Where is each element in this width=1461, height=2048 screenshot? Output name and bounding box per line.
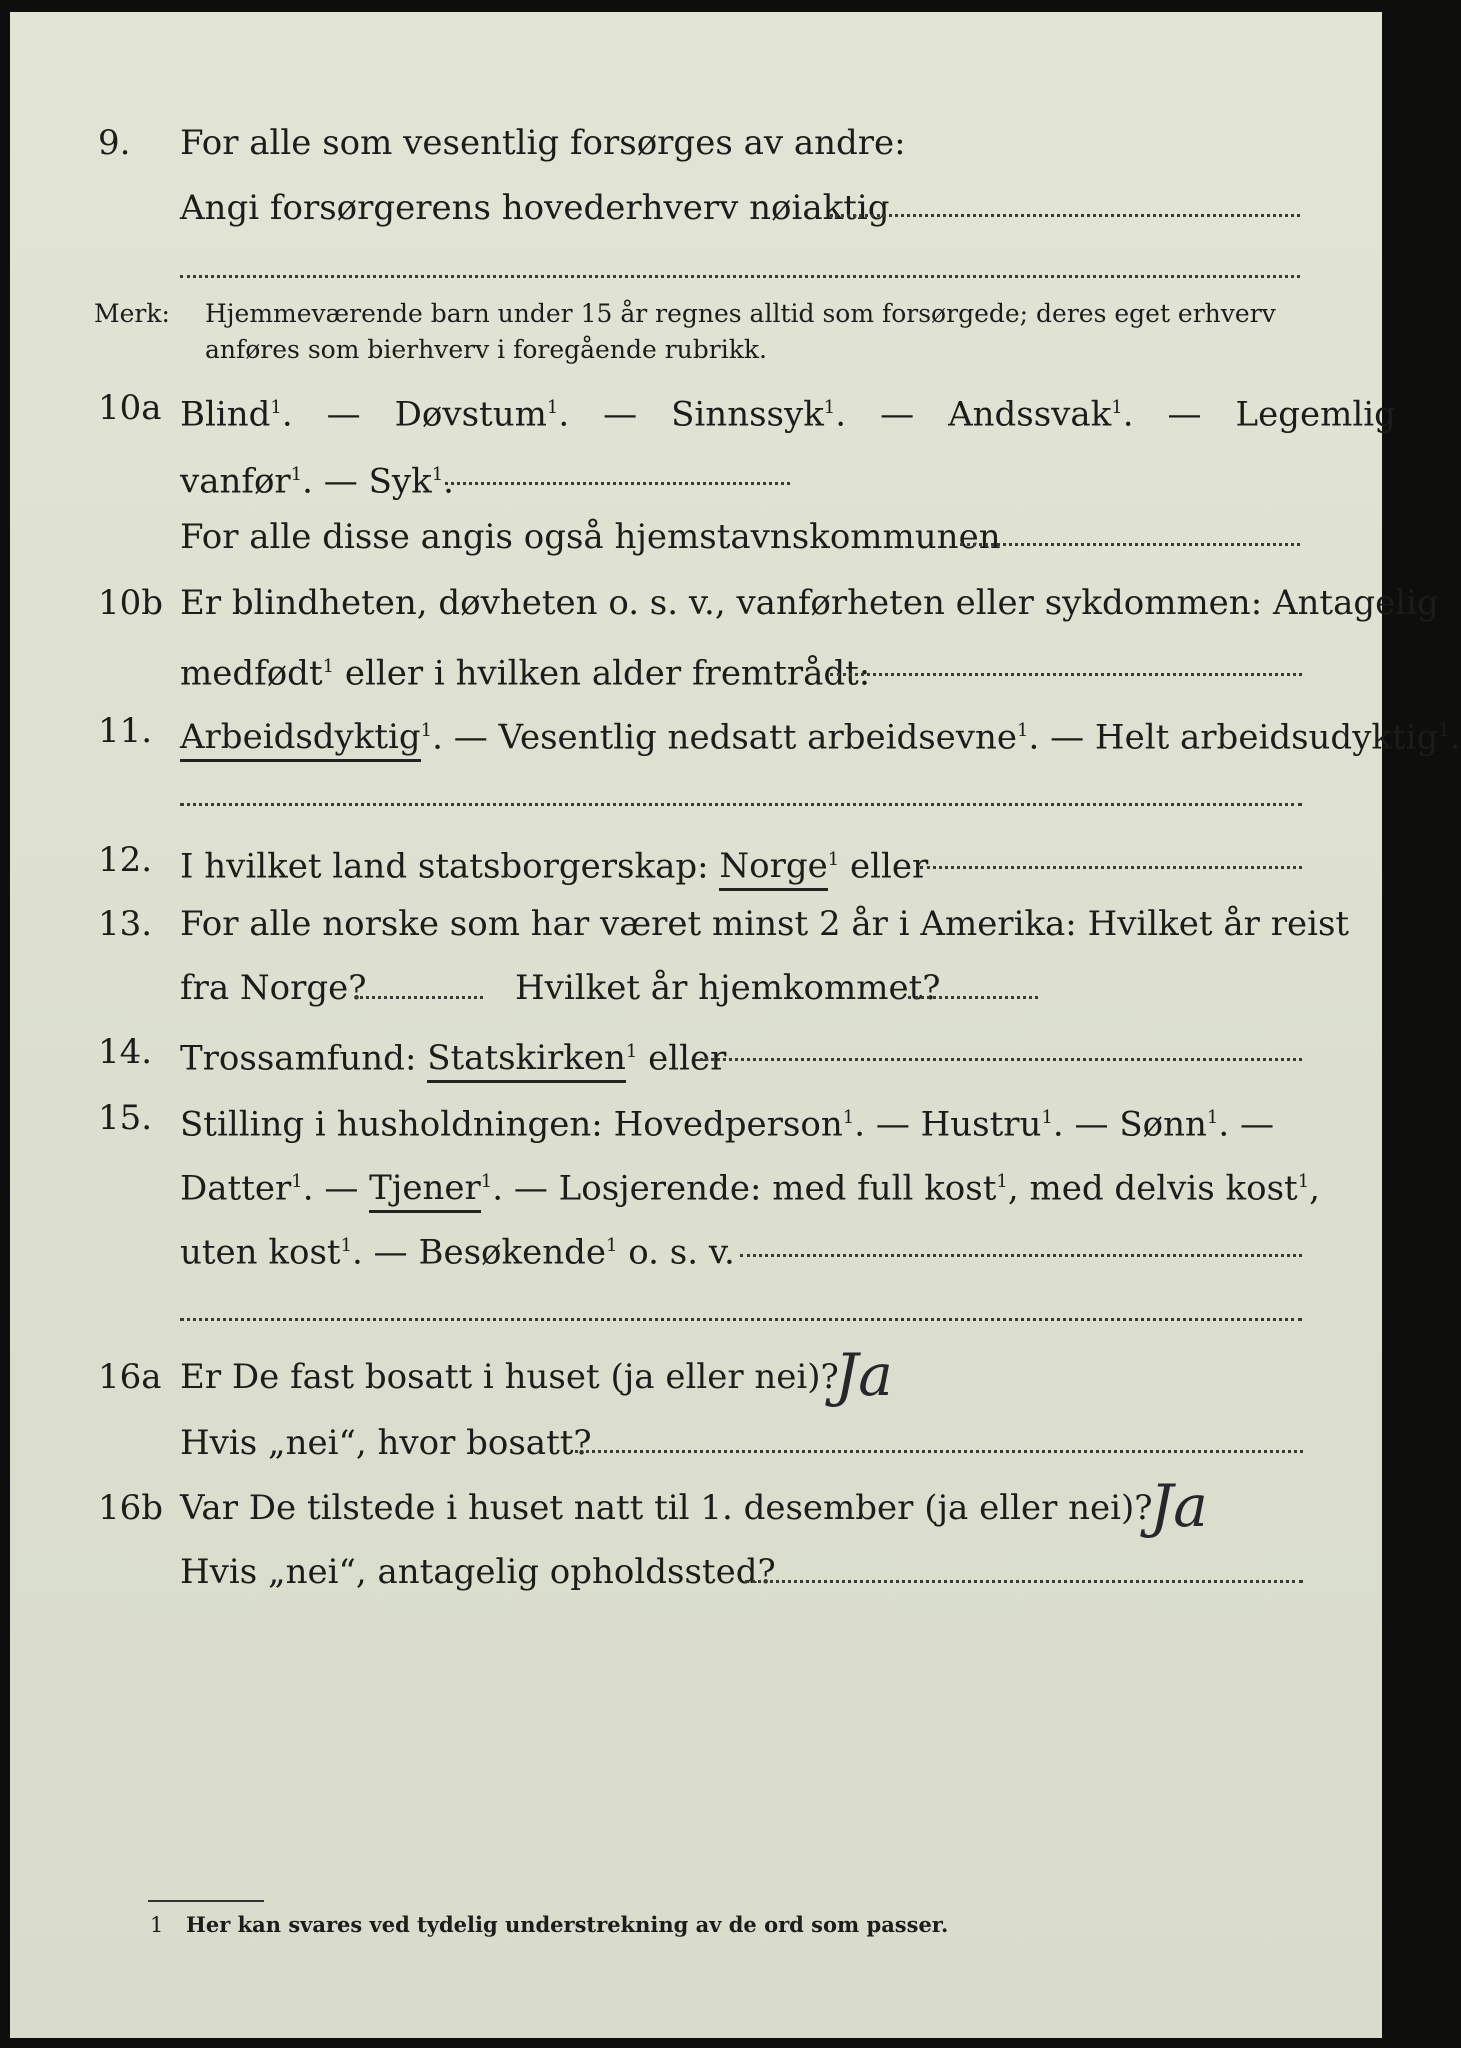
opt-medfodt[interactable]: medfødt [180, 653, 323, 694]
opt-statskirken[interactable]: Statskirken [427, 1038, 626, 1083]
q16b-question: Var De tilstede i huset natt til 1. desember (ja eller nei)? [180, 1488, 1153, 1528]
q16a-line1 [0, 1352, 1395, 1402]
q11-extra-field[interactable] [180, 803, 1302, 806]
opt-legemlig[interactable]: Legemlig [1235, 394, 1396, 435]
q16a-line2 [0, 1418, 1395, 1468]
q10a-number: 10a [98, 388, 162, 428]
q13-text1: For alle norske som har været minst 2 år i Amerika: Hvilket år reist [180, 904, 1350, 944]
opt-vanfor[interactable]: vanfør [180, 461, 291, 502]
q16a-question: Er De fast bosatt i huset (ja eller nei)? [180, 1357, 839, 1397]
q9-occupation-label: Angi forsørgerens hovederhverv nøiaktig [180, 188, 890, 228]
q16b-number: 16b [98, 1488, 164, 1528]
q10b-number: 10b [98, 583, 164, 623]
opt-blind[interactable]: Blind [180, 394, 271, 435]
opt-delvis-kost[interactable]: med delvis kost [1029, 1168, 1298, 1209]
merk-text2: anføres som bierhverv i foregående rubrikk. [205, 335, 767, 364]
opt-andssvak[interactable]: Andssvak [948, 394, 1112, 435]
q12-line: 12. I hvilket land statsborgerskap: Norge$^1$ eller [0, 835, 1395, 885]
q13-line1 [0, 899, 1395, 949]
q10a-hjemstavn-field[interactable] [960, 543, 1300, 546]
q14-faith-field[interactable] [700, 1058, 1302, 1061]
q11-number: 11. [98, 711, 153, 751]
merk-label: Merk: [94, 299, 170, 328]
q10a-line3 [0, 512, 1395, 562]
opt-datter[interactable]: Datter [180, 1168, 292, 1209]
q10b-line2: medfødt$^1$ eller i hvilken alder fremtrådt: [180, 653, 871, 694]
q10a-options: Blind$^1$. — Døvstum$^1$. — Sinnssyk$^1$. — Andssvak$^1$. — Legemlig [180, 394, 1396, 435]
q14-line: 14. Trossamfund: Statskirken$^1$ eller [0, 1027, 1395, 1077]
q16b-opphold-field[interactable] [745, 1580, 1303, 1583]
opt-hustru[interactable]: Hustru [920, 1104, 1042, 1145]
q9-line2 [0, 183, 1395, 233]
q11-line: 11. Arbeidsdyktig$^1$. — Vesentlig nedsatt arbeidsevne$^1$. — Helt arbeidsudyktig$^1$. [0, 706, 1395, 756]
opt-sonn[interactable]: Sønn [1119, 1104, 1207, 1145]
opt-nedsatt[interactable]: Vesentlig nedsatt arbeidsevne [498, 717, 1018, 758]
merk-text1: Hjemmeværende barn under 15 år regnes alltid som forsørgede; deres eget erhverv [205, 299, 1276, 328]
q15-number: 15. [98, 1098, 153, 1138]
q16a-number: 16a [98, 1357, 162, 1397]
opt-uten-kost[interactable]: uten kost [180, 1232, 341, 1273]
q13-reist-label: fra Norge? [180, 968, 367, 1008]
q13-line2 [0, 963, 1395, 1013]
q12-number: 12. [98, 840, 153, 880]
q10b-line1 [0, 578, 1439, 628]
footnote-mark: 1 [150, 1913, 164, 1937]
q13-number: 13. [98, 904, 153, 944]
q10b-age-field[interactable] [830, 673, 1302, 676]
q16b-handwritten-answer[interactable]: Ja [1150, 1472, 1208, 1540]
footnote-divider [148, 1900, 264, 1902]
opt-syk[interactable]: Syk [368, 461, 432, 502]
q13-reist-field[interactable] [355, 996, 483, 999]
opt-dovstum[interactable]: Døvstum [394, 394, 547, 435]
opt-besokende[interactable]: Besøkende [418, 1232, 606, 1273]
q15-extra-field[interactable] [180, 1318, 1302, 1321]
q9-occupation-field[interactable] [830, 214, 1300, 217]
q16a-bosatt-field[interactable] [575, 1450, 1303, 1453]
q13-hjemkommet-label: Hvilket år hjemkommet? [515, 968, 941, 1008]
q10a-line1 [0, 383, 1395, 433]
q10a-syk-field[interactable] [445, 482, 790, 485]
q16a-handwritten-answer[interactable]: Ja [835, 1341, 893, 1409]
q14-number: 14. [98, 1032, 153, 1072]
opt-full-kost[interactable]: med full kost [772, 1168, 997, 1209]
q15-line3: uten kost$^1$. — Besøkende$^1$ o. s. v. [180, 1232, 735, 1273]
footnote-text: Her kan svares ved tydelig understrekning av de ord som passer. [186, 1912, 949, 1937]
q9-number: 9. [98, 123, 131, 163]
q12-country-field[interactable] [920, 866, 1302, 869]
q16b-opphold-label: Hvis „nei“, antagelig opholdssted? [180, 1552, 776, 1592]
q10b-age-label: eller i hvilken alder fremtrådt: [334, 653, 871, 694]
opt-hovedperson[interactable]: Stilling i husholdningen: Hovedperson [180, 1104, 843, 1145]
q15-line1: 15. Stilling i husholdningen: Hovedperson$^1$. — Hustru$^1$. — Sønn$^1$. — [0, 1093, 1395, 1143]
q10a-hjemstavn-label: For alle disse angis også hjemstavnskommunen [180, 517, 1001, 557]
q10b-text1: Er blindheten, døvheten o. s. v., vanførheten eller sykdommen: Antagelig [180, 583, 1439, 623]
opt-sinnssyk[interactable]: Sinnssyk [671, 394, 824, 435]
q16a-bosatt-label: Hvis „nei“, hvor bosatt? [180, 1423, 592, 1463]
q9-text: For alle som vesentlig forsørges av andre: [180, 123, 906, 163]
q9-extra-field[interactable] [180, 275, 1300, 278]
q15-other-field[interactable] [740, 1254, 1302, 1257]
q9-line1 [0, 118, 1395, 168]
opt-norge[interactable]: Norge [719, 846, 827, 891]
q10a-line2: vanfør$^1$. — Syk$^1$. [180, 461, 454, 502]
q15-line2: Datter$^1$. — Tjener$^1$. — Losjerende: med full kost$^1$, med delvis kost$^1$, [0, 1157, 1395, 1207]
opt-tjener[interactable]: Tjener [369, 1168, 481, 1213]
q13-hjemkommet-field[interactable] [908, 996, 1038, 999]
q16b-line2 [0, 1547, 1395, 1597]
merk-line2 [0, 330, 1395, 380]
opt-arbeidsdyktig[interactable]: Arbeidsdyktig [180, 717, 421, 762]
opt-udyktig[interactable]: Helt arbeidsudyktig [1094, 717, 1439, 758]
